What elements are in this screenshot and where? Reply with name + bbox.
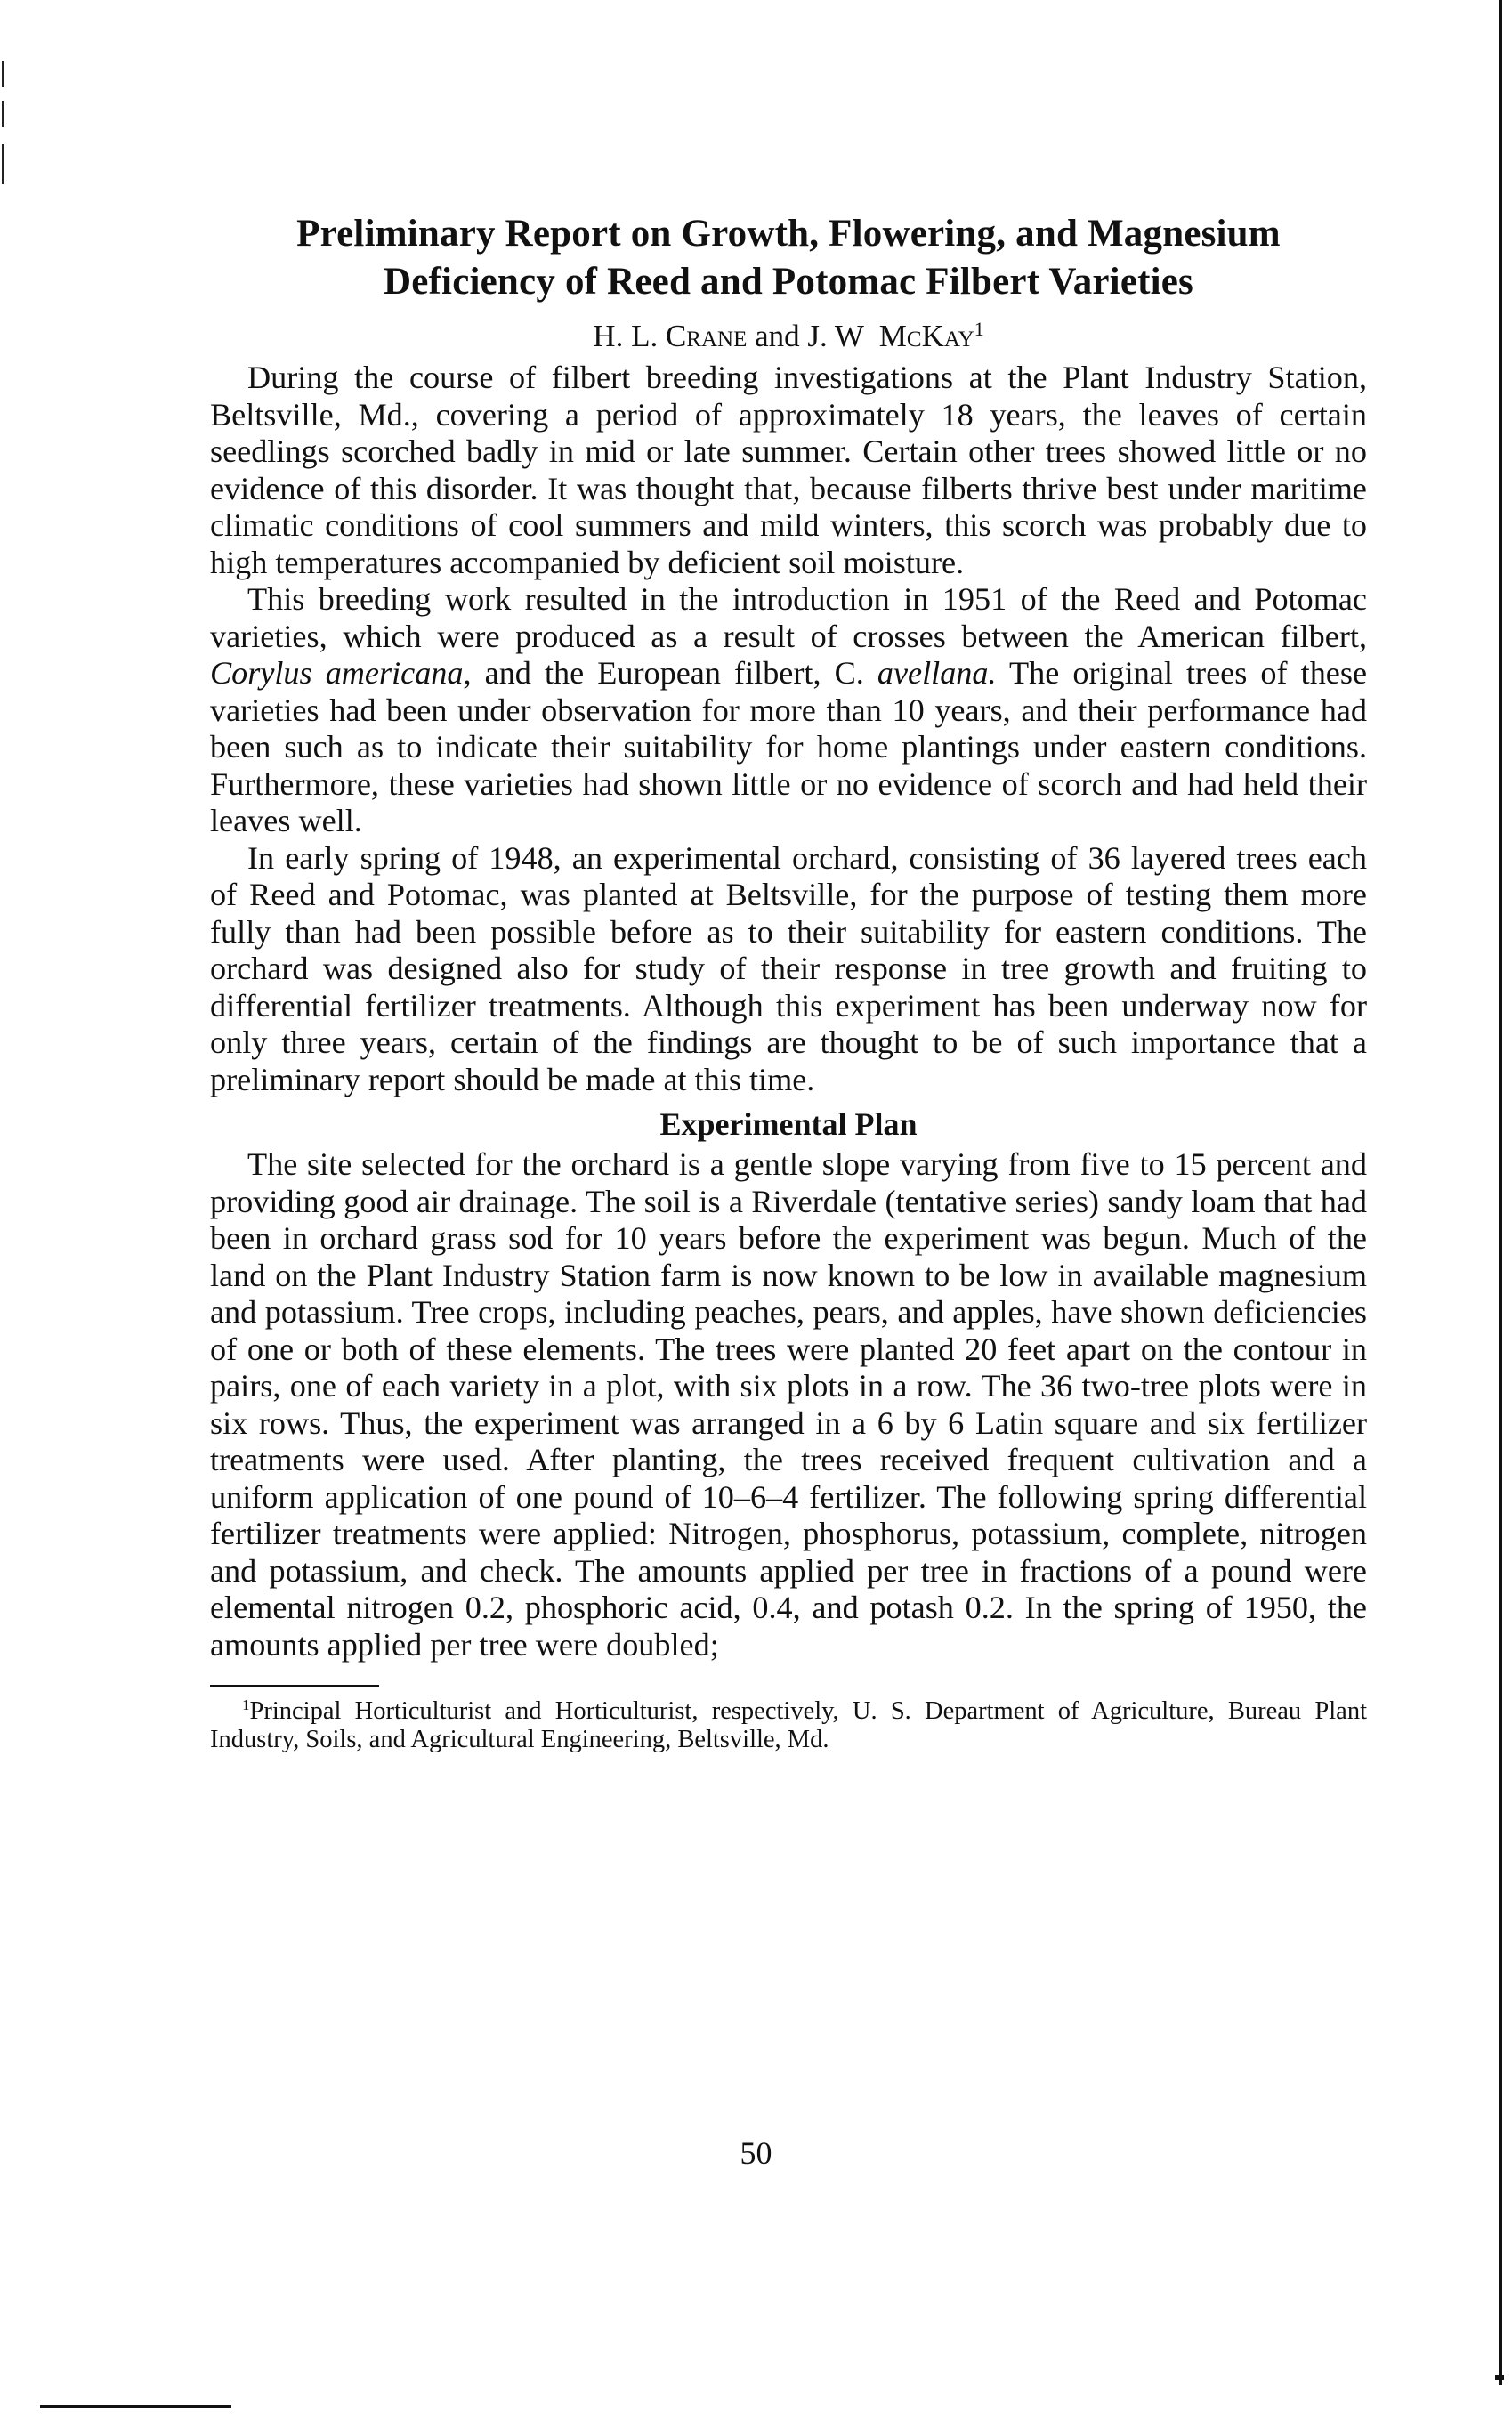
- paragraph-intro: During the course of filbert breeding investigations at the Plant Industry Station, Beltsville, Md., covering a period of approximately 18 years, the leaves of certain seedlings scorched badly in mid or late summer. Certain other trees showed little or no evidence of this disorder. It was thought that, because filberts thrive best under maritime climatic conditions of cool summers and mild winters, this scorch was probably due to high temperatures accompanied by deficient soil moisture.: [210, 360, 1367, 580]
- scan-edge-mark: [2, 101, 4, 127]
- author-line: [210, 317, 1367, 356]
- author-2-surname: McKay: [878, 319, 974, 353]
- text-run: and the European filbert, C.: [471, 655, 877, 691]
- scan-edge-mark: [2, 61, 4, 87]
- title-line-2: Deficiency of Reed and Potomac Filbert Varieties: [384, 261, 1193, 303]
- section-heading: Experimental Plan: [659, 1106, 918, 1142]
- species-name: Corylus americana,: [210, 655, 472, 691]
- footnote-divider: [210, 1685, 379, 1687]
- text-run: This breeding work resulted in the introduction in 1951 of the Reed and Potomac varieties, which were produced as a result of crosses between the American filbert,: [210, 581, 1367, 654]
- footnote-reference: 1: [974, 318, 984, 340]
- title-line-1: Preliminary Report on Growth, Flowering, and Magnesium: [296, 213, 1281, 255]
- paragraph-breeding: [210, 581, 1367, 840]
- article-title: [210, 210, 1367, 306]
- page-edge-border-cap: [1495, 2375, 1504, 2380]
- page-number: 50: [740, 2135, 772, 2171]
- footnote-marker: 1: [242, 1696, 250, 1713]
- species-name: avellana.: [877, 655, 997, 691]
- text-run: The original trees of these varieties had been under observation for more than 10 years, and their performance had been such as to indicate their suitability for home plantings under eastern conditions. Furthermore, these varieties had shown little or no evidence of scorch and had held their leaves well.: [210, 655, 1368, 838]
- paragraph-orchard: In early spring of 1948, an experimental orchard, consisting of 36 layered trees each of Reed and Potomac, was planted at Beltsville, for the purpose of testing them more fully than had been possible before as to their suitability for eastern conditions. The orchard was designed also for study of their response in tree growth and fruiting to differential fertilizer treatments. Although this experiment has been underway now for only three years, certain of the findings are thought to be of such importance that a preliminary report should be made at this time.: [210, 839, 1367, 1097]
- footnote: [210, 1697, 1367, 1754]
- page-edge-border: [1499, 0, 1502, 2385]
- scan-artifact-line: [40, 2405, 231, 2408]
- author-conjunction: and J. W: [747, 319, 879, 353]
- footnote-text: Principal Horticulturist and Horticulturist, respectively, U. S. Department of Agriculture, Bureau Plant Industry, Soils, and Agricultural Engineering, Beltsville, Md.: [210, 1697, 1367, 1753]
- article: [210, 210, 1367, 1754]
- author-1-initials: H. L.: [593, 319, 666, 353]
- author-1-surname: Crane: [665, 319, 748, 353]
- paragraph-experimental-plan: The site selected for the orchard is a gentle slope varying from five to 15 percent and providing good air drainage. The soil is a Riverdale (tentative series) sandy loam that had been in orchard grass sod for 10 years before the experiment was begun. Much of the land on the Plant Industry Station farm is now known to be low in available magnesium and potassium. Tree crops, including peaches, pears, and apples, have shown deficiencies of one or both of these elements. The trees were planted 20 feet apart on the contour in pairs, one of each variety in a plot, with six plots in a row. The 36 two-tree plots were in six rows. Thus, the experiment was arranged in a 6 by 6 Latin square and six fertilizer treatments were used. After planting, the trees received frequent cultivation and a uniform application of one pound of 10–6–4 fertilizer. The following spring differential fertilizer treatments were applied: Nitrogen, phosphorus, potassium, complete, nitrogen and potassium, and check. The amounts applied per tree in fractions of a pound were elemental nitrogen 0.2, phosphoric acid, 0.4, and potash 0.2. In the spring of 1950, the amounts applied per tree were doubled;: [210, 1146, 1367, 1663]
- scan-edge-mark: [2, 144, 4, 184]
